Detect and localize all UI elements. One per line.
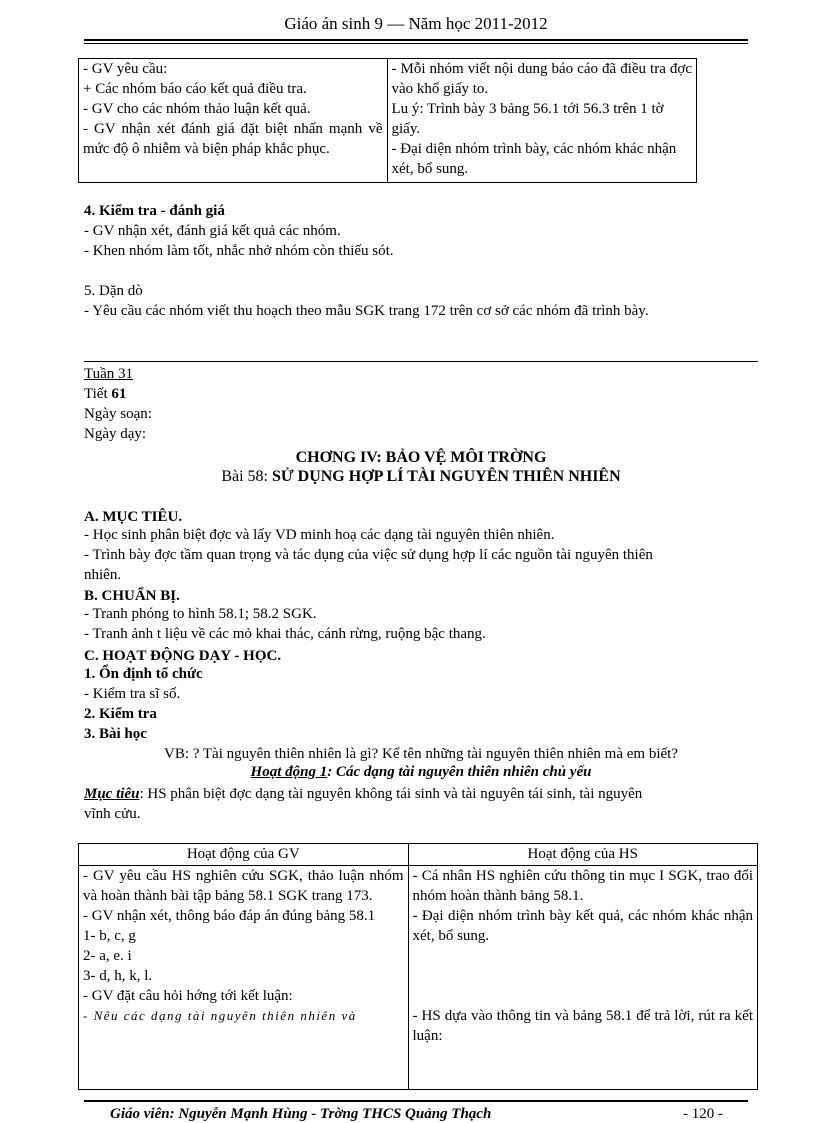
cell-line: - Đại diện nhóm trình bày, các nhóm khác nhận xét, bổ sung. (391, 141, 677, 177)
header-rule-thin (84, 43, 748, 44)
section-heading: C. HOẠT ĐỘNG DẠY - HỌC. (84, 648, 282, 664)
cell-line: - Cá nhân HS nghiên cứu thông tin mục I SGK, trao đổi nhóm hoàn thành bảng 58.1. (412, 868, 753, 904)
gv-activity-cell (79, 59, 388, 183)
header-rule (84, 39, 748, 41)
section-heading: 4. Kiểm tra - đánh giá (84, 203, 225, 219)
spacer (413, 946, 753, 966)
hs-activity-cell (408, 866, 757, 1090)
text-line: nhiên. (84, 567, 122, 583)
text-line: - Yêu cầu các nhóm viết thu hoạch theo mẫu SGK trang 172 trên cơ sở các nhóm đã trình bày. (84, 303, 649, 319)
text-line: - GV nhận xét, đánh giá kết quả các nhóm. (84, 223, 341, 239)
goal-text: : HS phân biệt đợc dạng tài nguyên không tái sinh và tài nguyên tái sinh, tài nguyên (139, 786, 643, 802)
cell-line: - GV yêu cầu HS nghiên cứu SGK, thảo luận nhóm và hoàn thành bài tập bảng 58.1 SGK trang 173. (83, 868, 404, 904)
cell-line: - GV cho các nhóm thảo luận kết quả. (83, 101, 311, 117)
cell-line: 3- d, h, k, l. (83, 968, 153, 984)
lesson-separator (84, 361, 758, 362)
period-number: 61 (111, 386, 127, 402)
cell-line: 2- a, e. i (83, 948, 132, 964)
text-line: - Trình bày đợc tầm quan trọng và tác dụng của việc sử dụng hợp lí các nguồn tài nguyên thiên (84, 547, 653, 563)
prep-date: Ngày soạn: (84, 406, 152, 422)
teach-date: Ngày dạy: (84, 426, 147, 442)
cell-line: - GV đặt câu hỏi hớng tới kết luận: (83, 988, 293, 1004)
text-line: - Học sinh phân biệt đợc và lấy VD minh hoạ các dạng tài nguyên thiên nhiên. (84, 527, 555, 543)
cell-line: - Đại diện nhóm trình bày kết quả, các nhóm khác nhận xét, bổ sung. (412, 908, 753, 944)
goal-line (84, 784, 642, 804)
text-line: - Tranh ảnh t liệu về các mỏ khai thác, cánh rừng, ruộng bậc thang. (84, 626, 486, 642)
footer-author: Giáo viên: Nguyễn Mạnh Hùng - Trờng THCS Quảng Thạch (110, 1106, 492, 1122)
lesson-prefix: Bài 58: (221, 468, 272, 485)
subsection-heading: 1. Ổn định tổ chức (84, 666, 203, 682)
activity-label: Hoạt động 1 (250, 764, 328, 780)
section-heading: A. MỤC TIÊU. (84, 509, 183, 525)
lesson-name: SỬ DỤNG HỢP LÍ TÀI NGUYÊN THIÊN NHIÊN (272, 468, 621, 485)
spacer (413, 986, 753, 1006)
footer-rule (84, 1100, 748, 1102)
cell-line: - Mỗi nhóm viết nội dung báo cáo đã điều tra đợc vào khổ giấy to. (391, 61, 692, 97)
activity-heading (84, 764, 758, 781)
goal-label: Mục tiêu (84, 786, 140, 802)
table-header-row (79, 844, 758, 866)
gv-activity-cell (79, 866, 409, 1090)
cell-line: - HS dựa vào thông tin và bảng 58.1 để trả lời, rút ra kết luận: (412, 1008, 753, 1044)
column-header: Hoạt động của HS (408, 844, 757, 866)
column-header: Hoạt động của GV (79, 844, 409, 866)
cell-line: - Nêu các dạng tài nguyên thiên nhiên và (83, 1008, 357, 1023)
week-label: Tuần 31 (84, 366, 134, 382)
lesson-title (84, 468, 758, 486)
text-line: - Tranh phóng to hình 58.1; 58.2 SGK. (84, 606, 317, 622)
lead-question: VB: ? Tài nguyên thiên nhiên là gì? Kể tên những tài nguyên thiên nhiên mà em biết? (164, 746, 678, 762)
cell-line: - GV yêu cầu: (83, 61, 168, 77)
table-row (79, 866, 758, 1090)
section-heading: B. CHUẨN BỊ. (84, 588, 180, 604)
cell-line: Lu ý: Trình bày 3 bảng 56.1 tới 56.3 trên 1 tờ giấy. (391, 101, 664, 137)
activity-table-continued (78, 58, 697, 183)
chapter-title: CHƠNG IV: BẢO VỆ MÔI TRỜNG (295, 449, 547, 466)
subsection-heading: 3. Bài học (84, 726, 147, 742)
cell-line: - GV nhận xét, thông báo đáp án đúng bảng 58.1 (83, 908, 376, 924)
cell-line: + Các nhóm báo cáo kết quả điều tra. (83, 81, 307, 97)
table-row (79, 59, 697, 183)
cell-line: 1- b, c, g (83, 928, 136, 944)
hs-activity-cell (387, 59, 697, 183)
spacer (413, 966, 753, 986)
text-line: - Kiểm tra sĩ số. (84, 686, 181, 702)
activity-table (78, 843, 758, 1090)
cell-line: - GV nhận xét đánh giá đặt biệt nhấn mạnh về mức độ ô nhiễm và biện pháp khắc phục. (83, 121, 383, 157)
period-text: Tiết (84, 386, 112, 402)
page-number: - 120 - (683, 1106, 723, 1122)
subsection-heading: 2. Kiểm tra (84, 706, 157, 722)
text-line: - Khen nhóm làm tốt, nhắc nhở nhóm còn thiếu sót. (84, 243, 394, 259)
activity-title: : Các dạng tài nguyên thiên nhiên chủ yếu (327, 764, 592, 780)
page-header: Giáo án sinh 9 — Năm học 2011-2012 (284, 14, 548, 33)
section-heading: 5. Dặn dò (84, 283, 143, 299)
period-label (84, 384, 126, 404)
text-line: vĩnh cửu. (84, 806, 141, 822)
